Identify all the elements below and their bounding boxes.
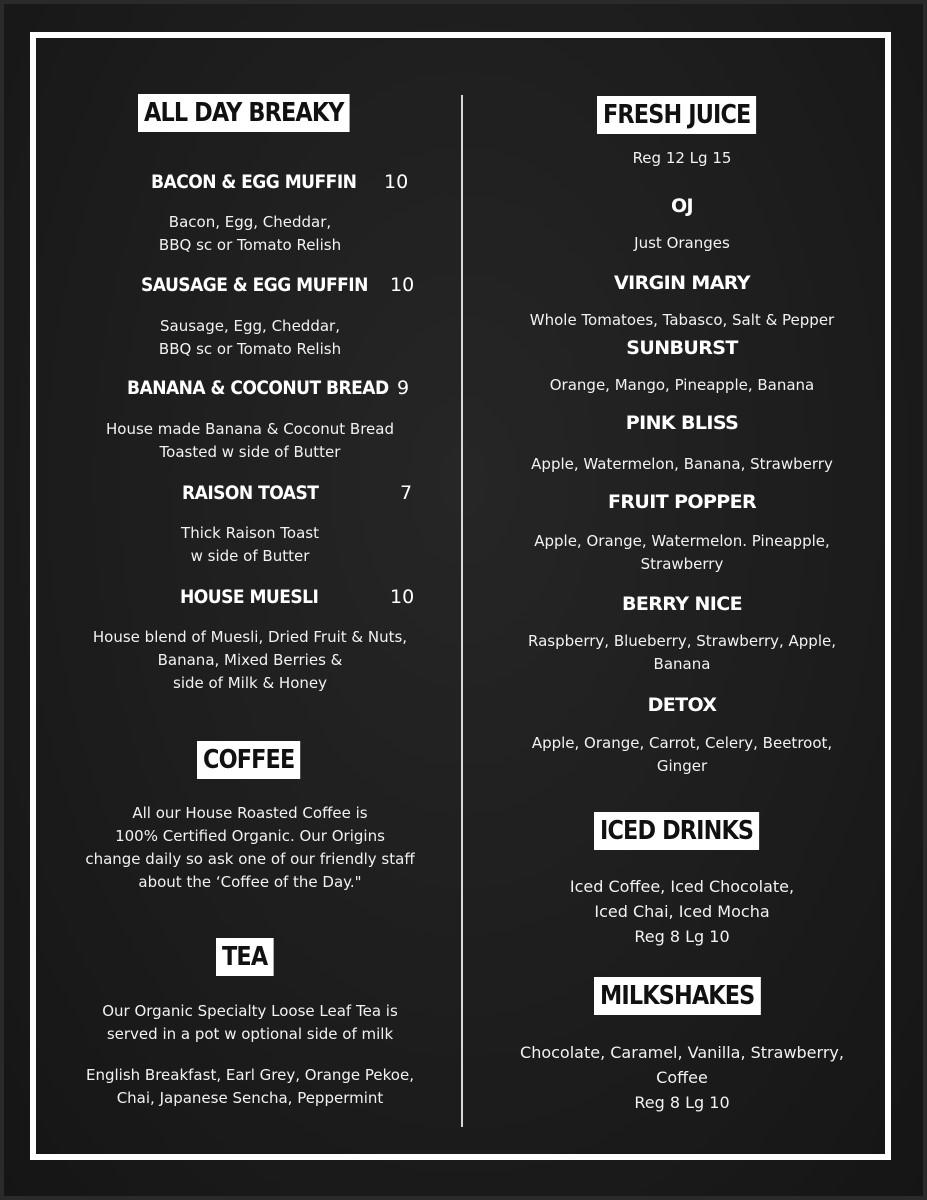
coffee-heading: COFFEE [197,741,300,779]
menu-item-name: SAUSAGE & EGG MUFFIN [141,274,368,296]
iced-drinks-heading: ICED DRINKS [594,812,759,850]
menu-item-price: 7 [400,482,413,504]
juice-description: Just Oranges [634,234,730,252]
menu-item-name: BANANA & COCONUT BREAD [127,377,389,399]
juice-description: Apple, Orange, Watermelon. Pineapple, Strawberry [534,532,830,573]
juice-heading: FRESH JUICE [597,96,756,134]
column-divider [461,95,463,1127]
breakfast-heading: ALL DAY BREAKY [138,94,350,132]
tea-heading: TEA [216,938,273,976]
menu-item-description: Bacon, Egg, Cheddar, BBQ sc or Tomato Relish [158,213,342,254]
coffee-description: All our House Roasted Coffee is 100% Certified Organic. Our Origins change daily so ask one of our friendly staff about the ‘Coffee of the Day." [85,804,415,891]
tea-varieties: English Breakfast, Earl Grey, Orange Pekoe, Chai, Japanese Sencha, Peppermint [85,1066,414,1107]
menu-item-description: House made Banana & Coconut Bread Toasted w side of Butter [105,420,395,461]
menu-item-price: 10 [384,171,409,193]
juice-pricing: Reg 12 Lg 15 [632,149,732,167]
menu-item-name: BACON & EGG MUFFIN [151,171,357,193]
juice-name: VIRGIN MARY [614,272,750,294]
menu-item-price: 9 [397,377,410,399]
juice-description: Raspberry, Blueberry, Strawberry, Apple, Banana [527,632,836,673]
juice-name: SUNBURST [626,337,738,359]
menu-item-name: RAISON TOAST [182,482,319,504]
juice-description: Apple, Orange, Carrot, Celery, Beetroot, Ginger [531,734,833,775]
menu-item-description: House blend of Muesli, Dried Fruit & Nuts, Banana, Mixed Berries & side of Milk & Honey [92,628,408,692]
tea-description: Our Organic Specialty Loose Leaf Tea is served in a pot w optional side of milk [102,1002,398,1043]
menu-item-name: HOUSE MUESLI [180,586,319,608]
juice-name: BERRY NICE [622,593,742,615]
menu-item-description: Sausage, Egg, Cheddar, BBQ sc or Tomato Relish [158,317,342,358]
menu-item-price: 10 [390,274,415,296]
juice-description: Whole Tomatoes, Tabasco, Salt & Pepper [529,311,835,329]
milkshakes-heading: MILKSHAKES [594,977,760,1015]
juice-name: PINK BLISS [625,412,739,434]
juice-name: FRUIT POPPER [607,491,757,513]
iced-drinks-description: Iced Coffee, Iced Chocolate, Iced Chai, Iced Mocha Reg 8 Lg 10 [569,877,795,946]
juice-description: Orange, Mango, Pineapple, Banana [549,376,815,394]
juice-description: Apple, Watermelon, Banana, Strawberry [531,455,833,473]
juice-name: DETOX [647,694,717,716]
menu-item-description: Thick Raison Toast w side of Butter [181,524,319,565]
milkshakes-description: Chocolate, Caramel, Vanilla, Strawberry, Coffee Reg 8 Lg 10 [520,1043,844,1112]
juice-name: OJ [670,195,694,217]
menu-item-price: 10 [390,586,415,608]
